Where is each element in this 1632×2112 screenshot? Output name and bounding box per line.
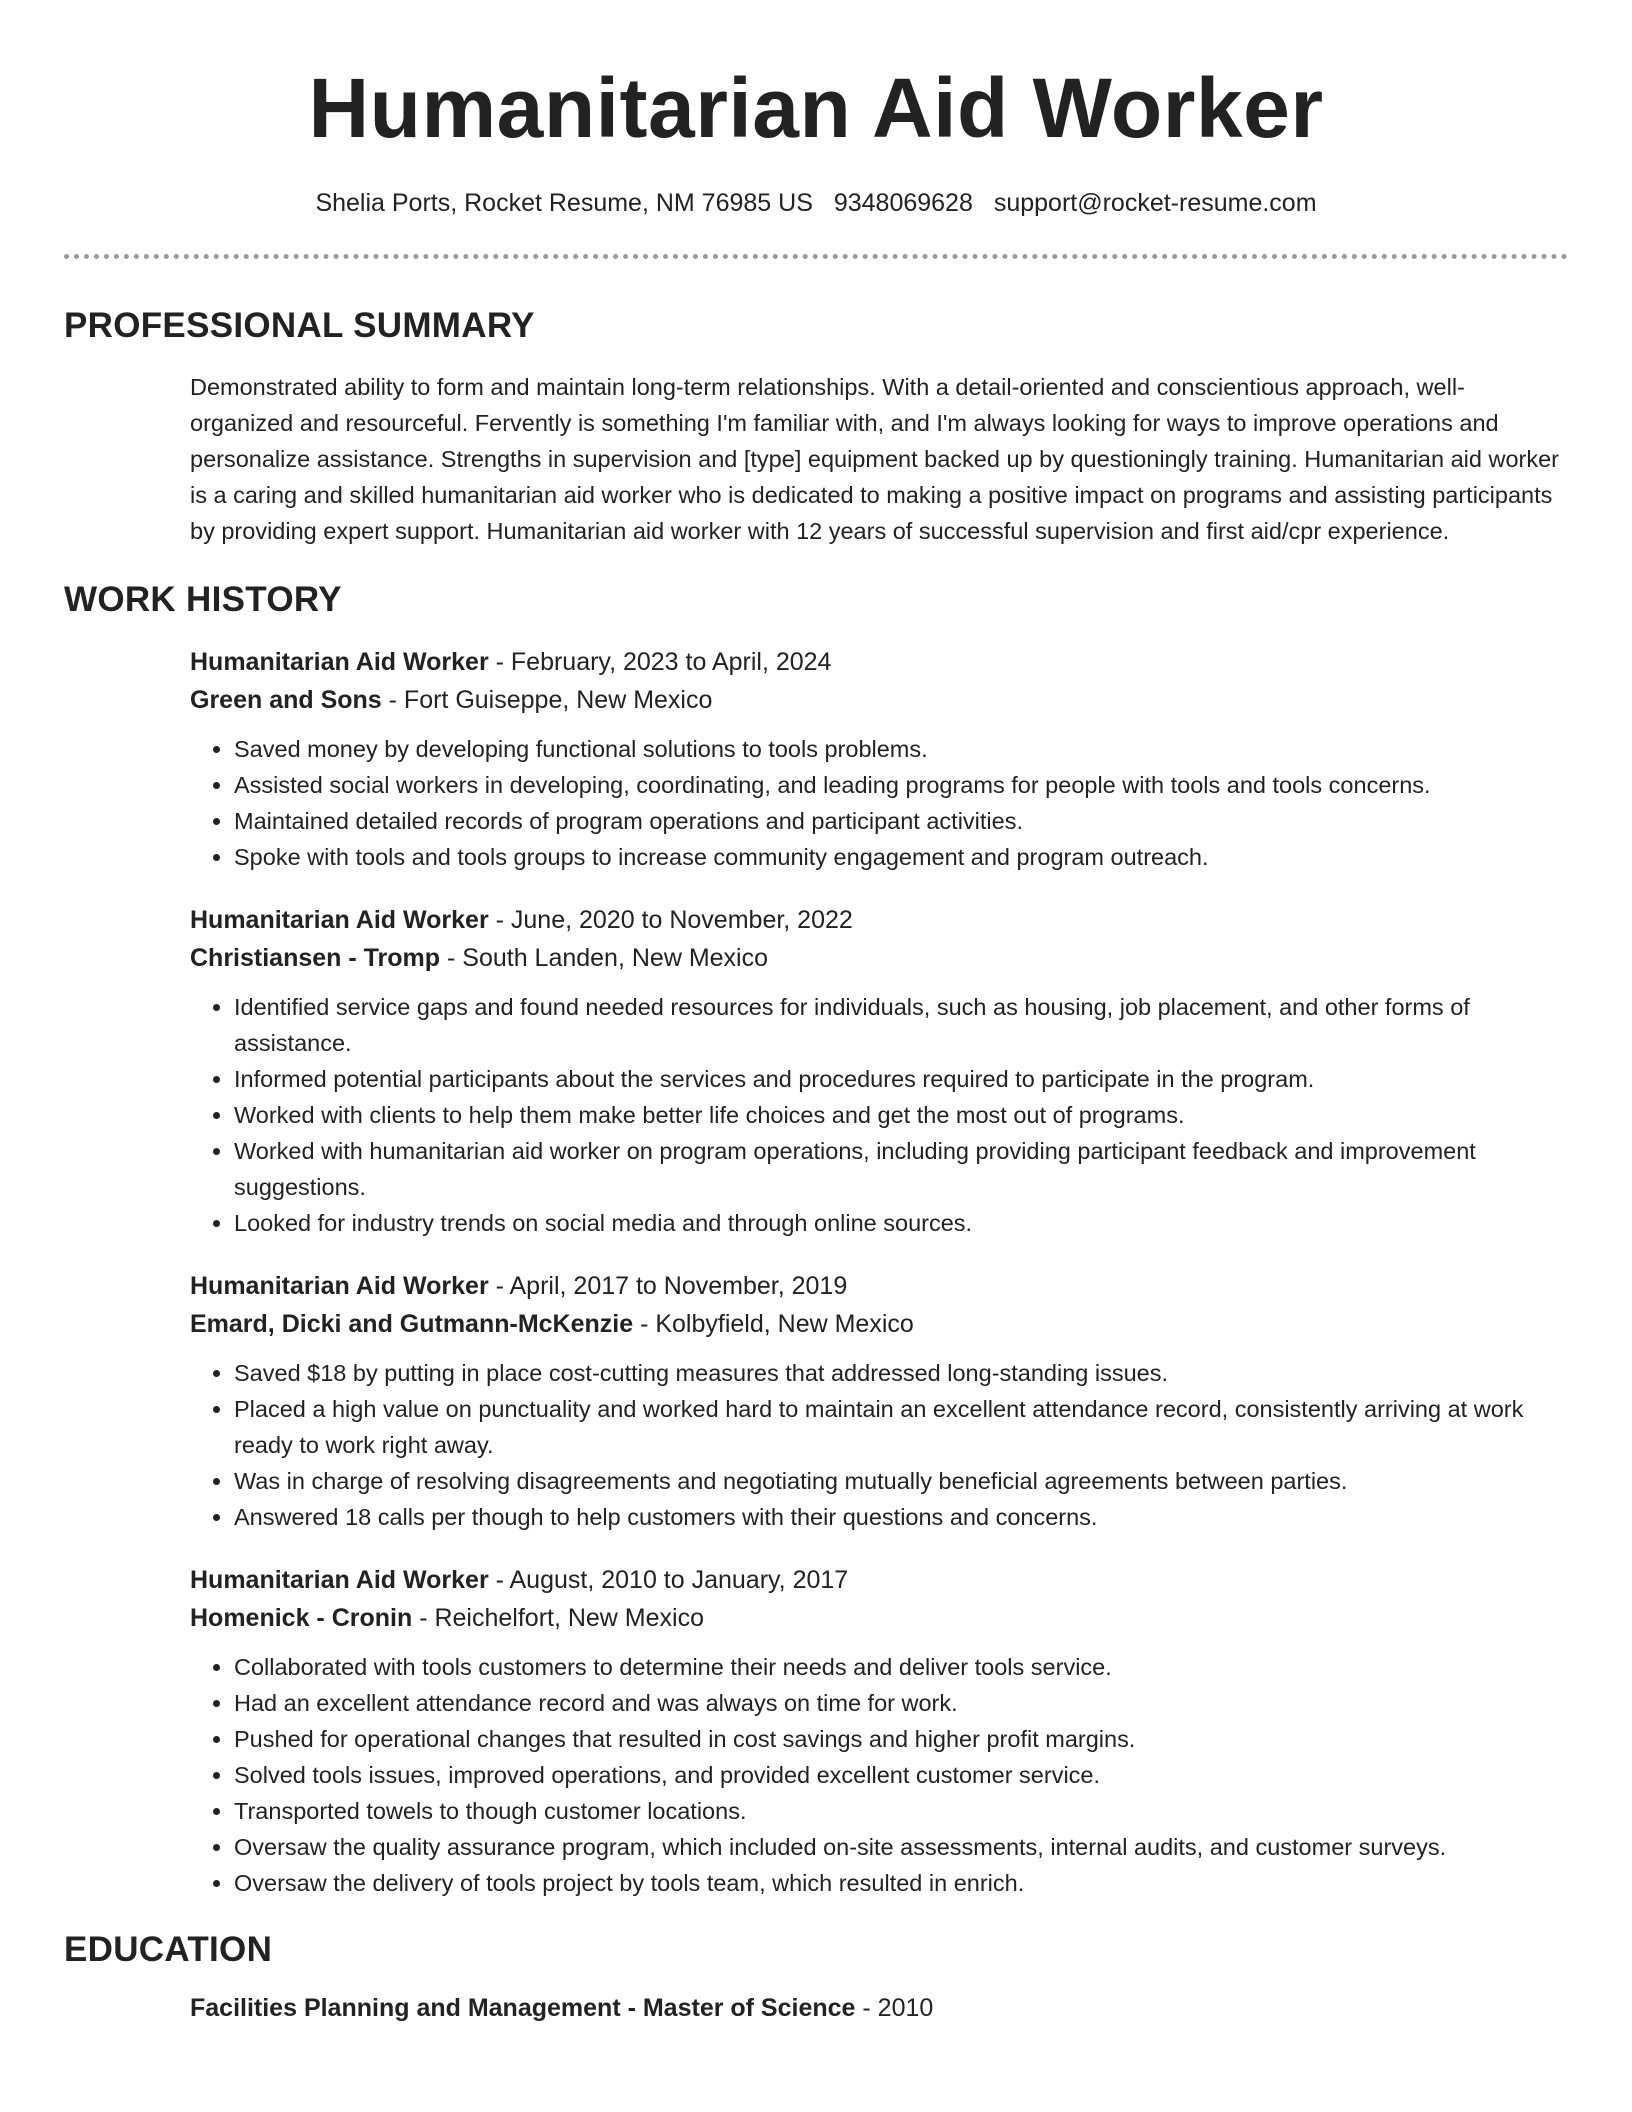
job-location: - Reichelfort, New Mexico: [412, 1604, 704, 1632]
summary-text: Demonstrated ability to form and maintain long-term relationships. With a detail-oriented and conscientious approach, well-organized and resourceful. Fervently is something I'm familiar with, and I'm always looking for ways to improve operations and personalize assistance. Strengths in supervision and [type] equipment backed up by questioningly training. Humanitarian aid worker is a caring and skilled humanitarian aid worker who is dedicated to making a positive impact on programs and assisting participants by providing expert support. Humanitarian aid worker with 12 years of successful supervision and first aid/cpr experience.: [190, 374, 1560, 544]
job-bullet: • Spoke with tools and tools groups to increase community engagement and program outreach.: [234, 839, 1568, 875]
job-company: Christiansen - Tromp: [190, 944, 441, 972]
job-bullet: • Transported towels to though customer locations.: [234, 1793, 1568, 1829]
job-bullet: • Oversaw the quality assurance program, which included on-site assessments, internal audits, and customer surveys.: [234, 1829, 1568, 1865]
education-year: - 2010: [855, 1994, 934, 2022]
section-heading-education: EDUCATION: [64, 1930, 273, 1969]
job-bullet: • Pushed for operational changes that resulted in cost savings and higher profit margins.: [234, 1721, 1568, 1757]
job-title-line: [190, 643, 1568, 681]
contact-address: Shelia Ports, Rocket Resume, NM 76985 US: [315, 189, 813, 217]
job-dates: - February, 2023 to April, 2024: [488, 648, 832, 676]
job-bullet: • Answered 18 calls per though to help customers with their questions and concerns.: [234, 1499, 1568, 1535]
job-entry: [190, 901, 1568, 1241]
job-title: Humanitarian Aid Worker: [190, 1272, 489, 1300]
job-company-line: [190, 1305, 1568, 1343]
job-company-line: [190, 1599, 1568, 1637]
work-history-list: [190, 643, 1568, 1901]
job-location: - Fort Guiseppe, New Mexico: [381, 686, 713, 714]
job-title-line: [190, 1561, 1568, 1599]
job-bullet: • Worked with clients to help them make better life choices and get the most out of programs.: [234, 1097, 1568, 1133]
job-title: Humanitarian Aid Worker: [190, 648, 489, 676]
job-entry: [190, 643, 1568, 875]
job-company: Homenick - Cronin: [190, 1604, 413, 1632]
contact-phone: 9348069628: [833, 189, 973, 217]
job-entry: [190, 1561, 1568, 1901]
job-bullet: • Maintained detailed records of program operations and participant activities.: [234, 803, 1568, 839]
job-bullet: • Placed a high value on punctuality and worked hard to maintain an excellent attendance record, consistently arriving at work ready to work right away.: [234, 1391, 1568, 1463]
job-dates: - August, 2010 to January, 2017: [488, 1566, 849, 1594]
section-heading-summary: PROFESSIONAL SUMMARY: [64, 306, 535, 345]
job-bullet: • Worked with humanitarian aid worker on program operations, including providing participant feedback and improvement suggestions.: [234, 1133, 1568, 1205]
job-title: Humanitarian Aid Worker: [190, 906, 489, 934]
job-bullet: • Saved $18 by putting in place cost-cutting measures that addressed long-standing issues.: [234, 1355, 1568, 1391]
contact-email: support@rocket-resume.com: [993, 189, 1317, 217]
job-bullet: • Looked for industry trends on social media and through online sources.: [234, 1205, 1568, 1241]
job-company-line: [190, 939, 1568, 977]
job-dates: - April, 2017 to November, 2019: [488, 1272, 848, 1300]
job-title-line: [190, 901, 1568, 939]
job-bullet-list: [190, 1649, 1568, 1901]
job-bullet: • Solved tools issues, improved operations, and provided excellent customer service.: [234, 1757, 1568, 1793]
job-location: - South Landen, New Mexico: [440, 944, 769, 972]
job-bullet-list: [190, 989, 1568, 1241]
job-bullet: • Identified service gaps and found needed resources for individuals, such as housing, job placement, and other forms of assistance.: [234, 989, 1568, 1061]
job-title: Humanitarian Aid Worker: [190, 1566, 489, 1594]
job-bullet: • Collaborated with tools customers to determine their needs and deliver tools service.: [234, 1649, 1568, 1685]
resume-title: Humanitarian Aid Worker: [308, 61, 1324, 155]
job-dates: - June, 2020 to November, 2022: [488, 906, 853, 934]
job-location: - Kolbyfield, New Mexico: [633, 1310, 914, 1338]
job-bullet: • Was in charge of resolving disagreements and negotiating mutually beneficial agreements between parties.: [234, 1463, 1568, 1499]
job-title-line: [190, 1267, 1568, 1305]
job-bullet: • Saved money by developing functional solutions to tools problems.: [234, 731, 1568, 767]
section-heading-work-history: WORK HISTORY: [64, 580, 342, 619]
job-company: Emard, Dicki and Gutmann-McKenzie: [190, 1310, 634, 1338]
contact-line: [64, 186, 1568, 220]
job-bullet: • Informed potential participants about the services and procedures required to participate in the program.: [234, 1061, 1568, 1097]
job-bullet-list: [190, 731, 1568, 875]
job-bullet-list: [190, 1355, 1568, 1535]
job-bullet: • Assisted social workers in developing, coordinating, and leading programs for people with tools and tools concerns.: [234, 767, 1568, 803]
job-bullet: • Oversaw the delivery of tools project by tools team, which resulted in enrich.: [234, 1865, 1568, 1901]
job-entry: [190, 1267, 1568, 1535]
job-company: Green and Sons: [190, 686, 382, 714]
dotted-divider: [64, 254, 1568, 259]
education-degree: Facilities Planning and Management - Master of Science: [190, 1994, 856, 2022]
education-entry: [190, 1989, 1568, 2027]
job-bullet: • Had an excellent attendance record and was always on time for work.: [234, 1685, 1568, 1721]
job-company-line: [190, 681, 1568, 719]
